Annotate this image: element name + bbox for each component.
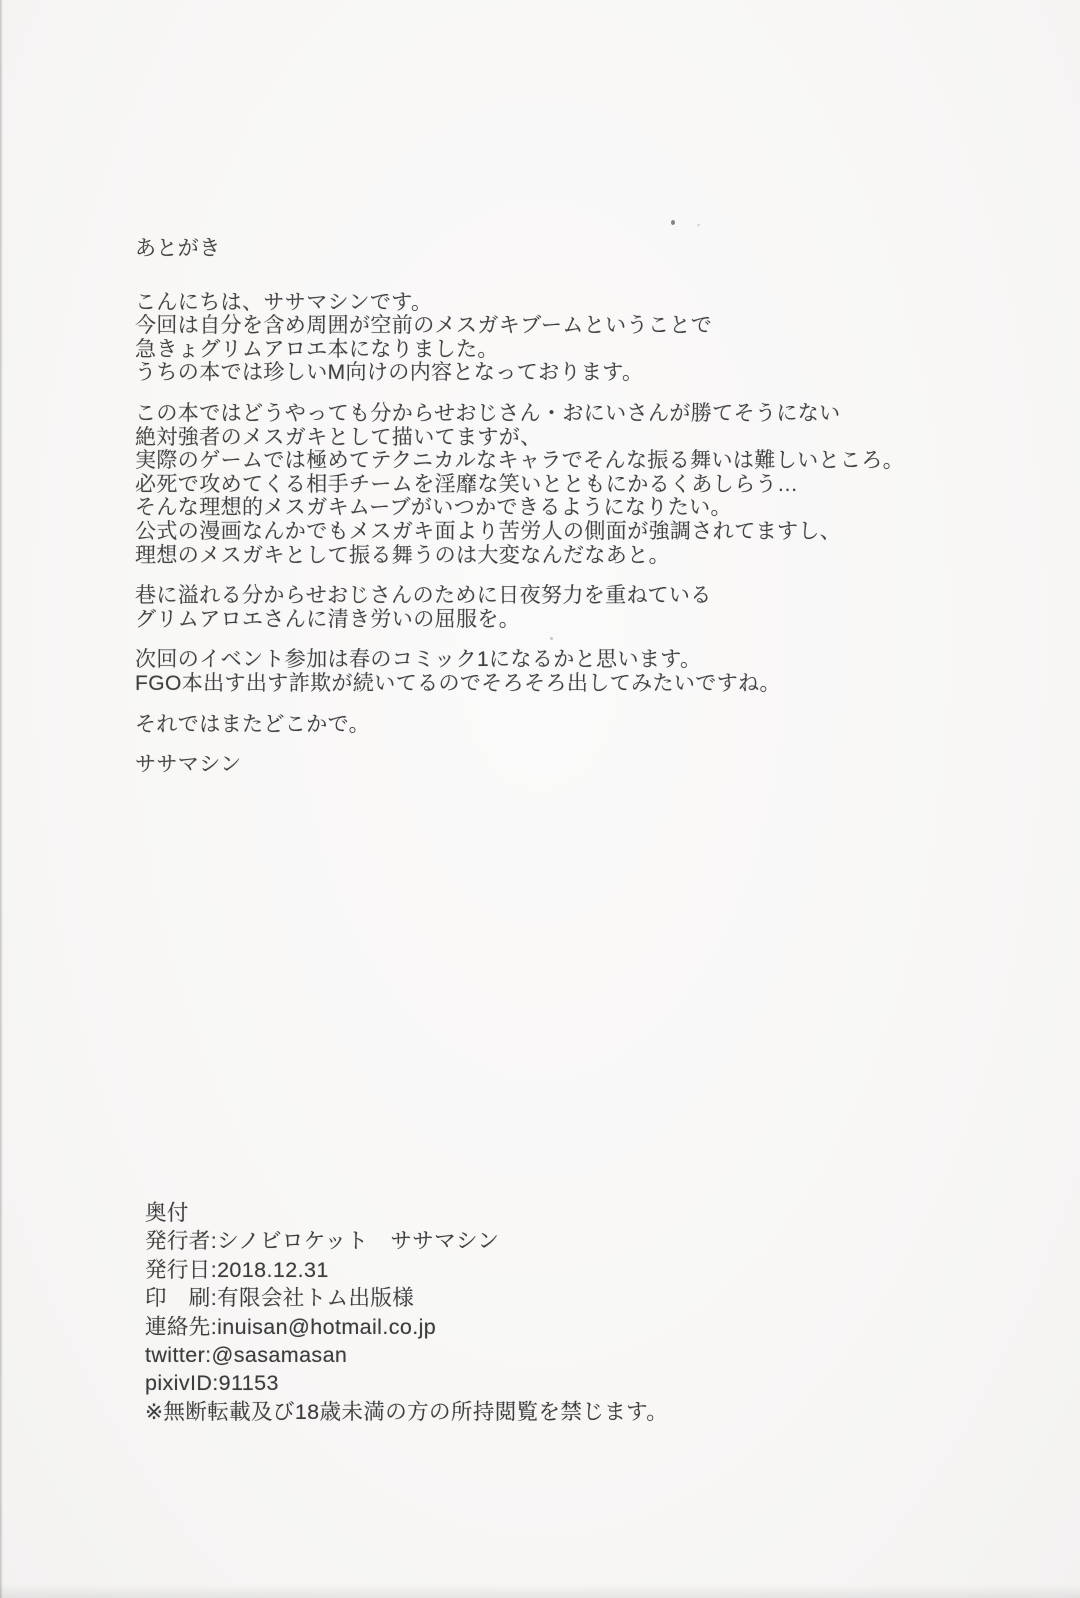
afterword-paragraph-dedication	[135, 584, 904, 631]
colophon-title: 奥付	[145, 1201, 189, 1225]
scan-speck	[671, 220, 675, 225]
afterword-line: FGO本出す出す詐欺が続いてるのでそろそろ出してみたいですね。	[135, 671, 781, 695]
afterword-line: 理想のメスガキとして振る舞うのは大変なんだなあと。	[135, 543, 670, 567]
afterword-paragraph-character	[135, 402, 904, 567]
colophon-pixiv-id: pixivID:91153	[145, 1371, 279, 1396]
afterword-paragraph-next-event	[135, 648, 904, 695]
afterword-line: こんにちは、ササマシンです。	[135, 290, 433, 314]
afterword-line: うちの本では珍しいM向けの内容となっております。	[135, 361, 644, 385]
afterword-line: それではまたどこかで。	[135, 712, 370, 736]
afterword-line: 巷に溢れる分からせおじさんのために日夜努力を重ねている	[135, 584, 712, 608]
afterword-section	[135, 237, 904, 777]
afterword-line: 必死で攻めてくる相手チームを淫靡な笑いとともにかるくあしらう…	[135, 472, 799, 496]
colophon-section	[145, 1199, 668, 1426]
afterword-line: 急きょグリムアロエ本になりました。	[135, 337, 499, 361]
afterword-line: 絶対強者のメスガキとして描いてますが、	[135, 425, 542, 449]
colophon-copyright-notice: ※無断転載及び18歳未満の方の所持閲覧を禁じます。	[145, 1399, 669, 1424]
afterword-signature	[135, 753, 904, 777]
afterword-paragraph-greeting	[135, 291, 904, 385]
colophon-contact-email: 連絡先:inuisan@hotmail.co.jp	[145, 1314, 437, 1339]
colophon-printer: 印 刷:有限会社トム出版様	[145, 1286, 415, 1311]
afterword-closing	[135, 713, 904, 737]
afterword-line: 実際のゲームでは極めてテクニカルなキャラでそんな振る舞いは難しいところ。	[135, 449, 905, 473]
afterword-line: そんな理想的メスガキムーブがいつかできるようになりたい。	[135, 496, 732, 520]
scan-bottom-edge-shadow	[0, 1584, 1080, 1598]
colophon-date: 発行日:2018.12.31	[145, 1257, 329, 1282]
colophon-publisher: 発行者:シノビロケット ササマシン	[145, 1229, 500, 1254]
afterword-line: 今回は自分を含め周囲が空前のメスガキブームということで	[135, 314, 713, 338]
afterword-line: この本ではどうやっても分からせおじさん・おにいさんが勝てそうにない	[135, 401, 841, 425]
afterword-line: グリムアロエさんに清き労いの屈服を。	[135, 607, 521, 631]
afterword-line: 公式の漫画なんかでもメスガキ面より苦労人の側面が強調されてますし、	[135, 519, 842, 543]
author-name: ササマシン	[135, 753, 242, 777]
scan-left-edge-shadow	[0, 0, 3, 1598]
afterword-title: あとがき	[135, 237, 221, 260]
scan-speck	[697, 223, 701, 226]
afterword-line: 次回のイベント参加は春のコミック1になるかと思います。	[135, 648, 702, 672]
colophon-twitter: twitter:@sasamasan	[145, 1343, 348, 1368]
